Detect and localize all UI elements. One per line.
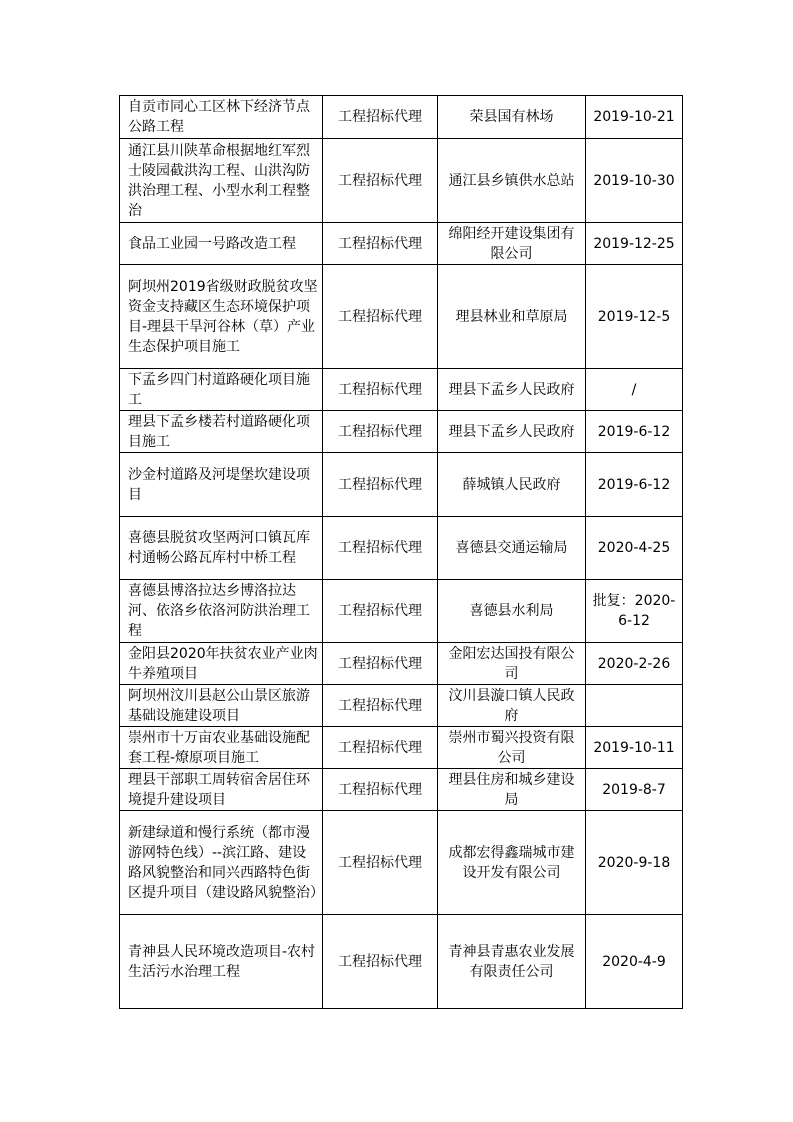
project-name: 理县干部职工周转宿舍居住环境提升建设项目	[128, 771, 310, 808]
owner-name: 崇州市蜀兴投资有限公司	[448, 729, 575, 766]
table-row	[120, 811, 683, 915]
project-name: 通江县川陕革命根据地红军烈士陵园截洪沟工程、山洪沟防洪治理工程、小型水利工程整治	[128, 142, 310, 219]
date-cell	[586, 915, 683, 1009]
project-name-cell	[120, 769, 323, 811]
service-type: 工程招标代理	[338, 781, 422, 798]
date-value: 2019-8-7	[602, 781, 666, 798]
service-type-cell	[323, 915, 438, 1009]
service-type-cell	[323, 453, 438, 517]
date-cell	[586, 685, 683, 727]
project-name-cell	[120, 811, 323, 915]
service-type: 工程招标代理	[338, 739, 422, 756]
date-value: 2019-12-5	[597, 308, 671, 325]
service-type-cell	[323, 685, 438, 727]
project-name: 喜德县博洛拉达乡博洛拉达河、依洛乡依洛河防洪治理工程	[128, 583, 310, 639]
service-type-cell	[323, 643, 438, 685]
project-name: 自贡市同心工区林下经济节点公路工程	[128, 99, 310, 135]
owner-cell	[438, 517, 586, 580]
service-type: 工程招标代理	[338, 308, 422, 325]
date-value: 2020-4-25	[597, 540, 671, 556]
owner-name: 汶川县漩口镇人民政府	[448, 687, 575, 724]
table-row	[120, 915, 683, 1009]
project-table	[119, 95, 683, 1009]
owner-name: 喜德县交通运输局	[455, 540, 568, 556]
service-type: 工程招标代理	[338, 854, 422, 871]
project-name-cell	[120, 580, 323, 643]
service-type: 工程招标代理	[338, 540, 422, 556]
project-name-cell	[120, 453, 323, 517]
date-value: /	[631, 381, 637, 398]
service-type: 工程招标代理	[338, 172, 422, 189]
project-name-cell	[120, 517, 323, 580]
date-value: 2020-9-18	[597, 854, 671, 871]
service-type: 工程招标代理	[338, 476, 422, 493]
owner-cell	[438, 453, 586, 517]
table-row	[120, 265, 683, 369]
project-table-body	[120, 96, 683, 1009]
project-name-cell	[120, 411, 323, 453]
project-name-cell	[120, 96, 323, 139]
project-name: 食品工业园一号路改造工程	[128, 235, 296, 252]
date-cell	[586, 517, 683, 580]
date-cell	[586, 96, 683, 139]
service-type: 工程招标代理	[338, 235, 422, 252]
date-cell	[586, 727, 683, 769]
owner-cell	[438, 411, 586, 453]
owner-name: 青神县青惠农业发展有限责任公司	[448, 943, 575, 980]
project-name: 下孟乡四门村道路硬化项目施工	[128, 371, 310, 408]
owner-cell	[438, 685, 586, 727]
service-type-cell	[323, 369, 438, 411]
owner-cell	[438, 369, 586, 411]
table-row	[120, 369, 683, 411]
project-name: 阿坝州2019省级财政脱贫攻坚资金支持藏区生态环境保护项目-理县干旱河谷林（草）产业生态保护项目施工	[128, 278, 318, 355]
owner-name: 理县林业和草原局	[455, 308, 568, 325]
service-type: 工程招标代理	[338, 655, 422, 672]
table-row	[120, 769, 683, 811]
date-cell	[586, 769, 683, 811]
owner-name: 理县下孟乡人民政府	[448, 423, 575, 440]
table-row	[120, 727, 683, 769]
owner-cell	[438, 643, 586, 685]
date-value: 2019-12-25	[593, 235, 675, 252]
project-name: 青神县人民环境改造项目-农村生活污水治理工程	[128, 943, 316, 980]
project-name-cell	[120, 139, 323, 223]
service-type: 工程招标代理	[338, 423, 422, 440]
date-value: 批复：2020-6-12	[592, 593, 676, 629]
service-type-cell	[323, 769, 438, 811]
project-name-cell	[120, 685, 323, 727]
date-value: 2020-4-9	[602, 953, 666, 970]
service-type-cell	[323, 411, 438, 453]
project-name-cell	[120, 915, 323, 1009]
project-name: 阿坝州汶川县赵公山景区旅游基础设施建设项目	[128, 687, 310, 724]
project-name: 理县下孟乡楼若村道路硬化项目施工	[128, 413, 310, 450]
table-row	[120, 580, 683, 643]
date-cell	[586, 369, 683, 411]
project-name-cell	[120, 643, 323, 685]
date-value: 2019-10-11	[593, 739, 675, 756]
date-cell	[586, 643, 683, 685]
service-type-cell	[323, 811, 438, 915]
owner-name: 理县下孟乡人民政府	[448, 381, 575, 398]
owner-cell	[438, 139, 586, 223]
owner-name: 通江县乡镇供水总站	[448, 172, 575, 189]
service-type-cell	[323, 139, 438, 223]
owner-cell	[438, 811, 586, 915]
owner-name: 薛城镇人民政府	[462, 476, 561, 493]
owner-name: 成都宏得鑫瑞城市建设开发有限公司	[448, 844, 575, 881]
owner-name: 理县住房和城乡建设局	[448, 771, 575, 808]
service-type: 工程招标代理	[338, 953, 422, 970]
project-name-cell	[120, 265, 323, 369]
date-cell	[586, 265, 683, 369]
service-type-cell	[323, 727, 438, 769]
service-type-cell	[323, 265, 438, 369]
table-row	[120, 411, 683, 453]
date-cell	[586, 580, 683, 643]
date-cell	[586, 223, 683, 265]
date-cell	[586, 811, 683, 915]
project-name: 崇州市十万亩农业基础设施配套工程-燎原项目施工	[128, 729, 310, 766]
owner-cell	[438, 265, 586, 369]
owner-name: 绵阳经开建设集团有限公司	[448, 225, 575, 262]
table-row	[120, 96, 683, 139]
date-cell	[586, 139, 683, 223]
date-value: 2019-6-12	[597, 476, 671, 493]
project-name: 新建绿道和慢行系统（都市漫游网特色线）--滨江路、建设路风貌整治和同兴西路特色街区提升项目（建设路风貌整治）	[128, 824, 324, 901]
project-name: 沙金村道路及河堤堡坎建设项目	[128, 466, 310, 503]
table-row	[120, 223, 683, 265]
date-cell	[586, 453, 683, 517]
project-name-cell	[120, 727, 323, 769]
table-row	[120, 643, 683, 685]
owner-name: 喜德县水利局	[469, 603, 554, 619]
date-value: 2019-10-30	[593, 172, 675, 189]
date-value: 2020-2-26	[597, 655, 671, 672]
owner-name: 荣县国有林场	[469, 109, 554, 125]
owner-cell	[438, 223, 586, 265]
project-name-cell	[120, 223, 323, 265]
service-type-cell	[323, 580, 438, 643]
date-value: 2019-10-21	[593, 109, 675, 125]
owner-cell	[438, 96, 586, 139]
date-cell	[586, 411, 683, 453]
project-name-cell	[120, 369, 323, 411]
project-name: 金阳县2020年扶贫农业产业肉牛养殖项目	[128, 645, 318, 682]
service-type: 工程招标代理	[338, 109, 422, 125]
table-row	[120, 139, 683, 223]
owner-cell	[438, 580, 586, 643]
service-type: 工程招标代理	[338, 381, 422, 398]
date-value: 2019-6-12	[597, 423, 671, 440]
service-type: 工程招标代理	[338, 603, 422, 619]
table-row	[120, 685, 683, 727]
service-type-cell	[323, 517, 438, 580]
owner-cell	[438, 727, 586, 769]
project-name: 喜德县脱贫攻坚两河口镇瓦库村通畅公路瓦库村中桥工程	[128, 530, 310, 566]
table-row	[120, 453, 683, 517]
service-type: 工程招标代理	[338, 697, 422, 714]
service-type-cell	[323, 223, 438, 265]
owner-name: 金阳宏达国投有限公司	[448, 645, 575, 682]
owner-cell	[438, 769, 586, 811]
owner-cell	[438, 915, 586, 1009]
table-row	[120, 517, 683, 580]
service-type-cell	[323, 96, 438, 139]
